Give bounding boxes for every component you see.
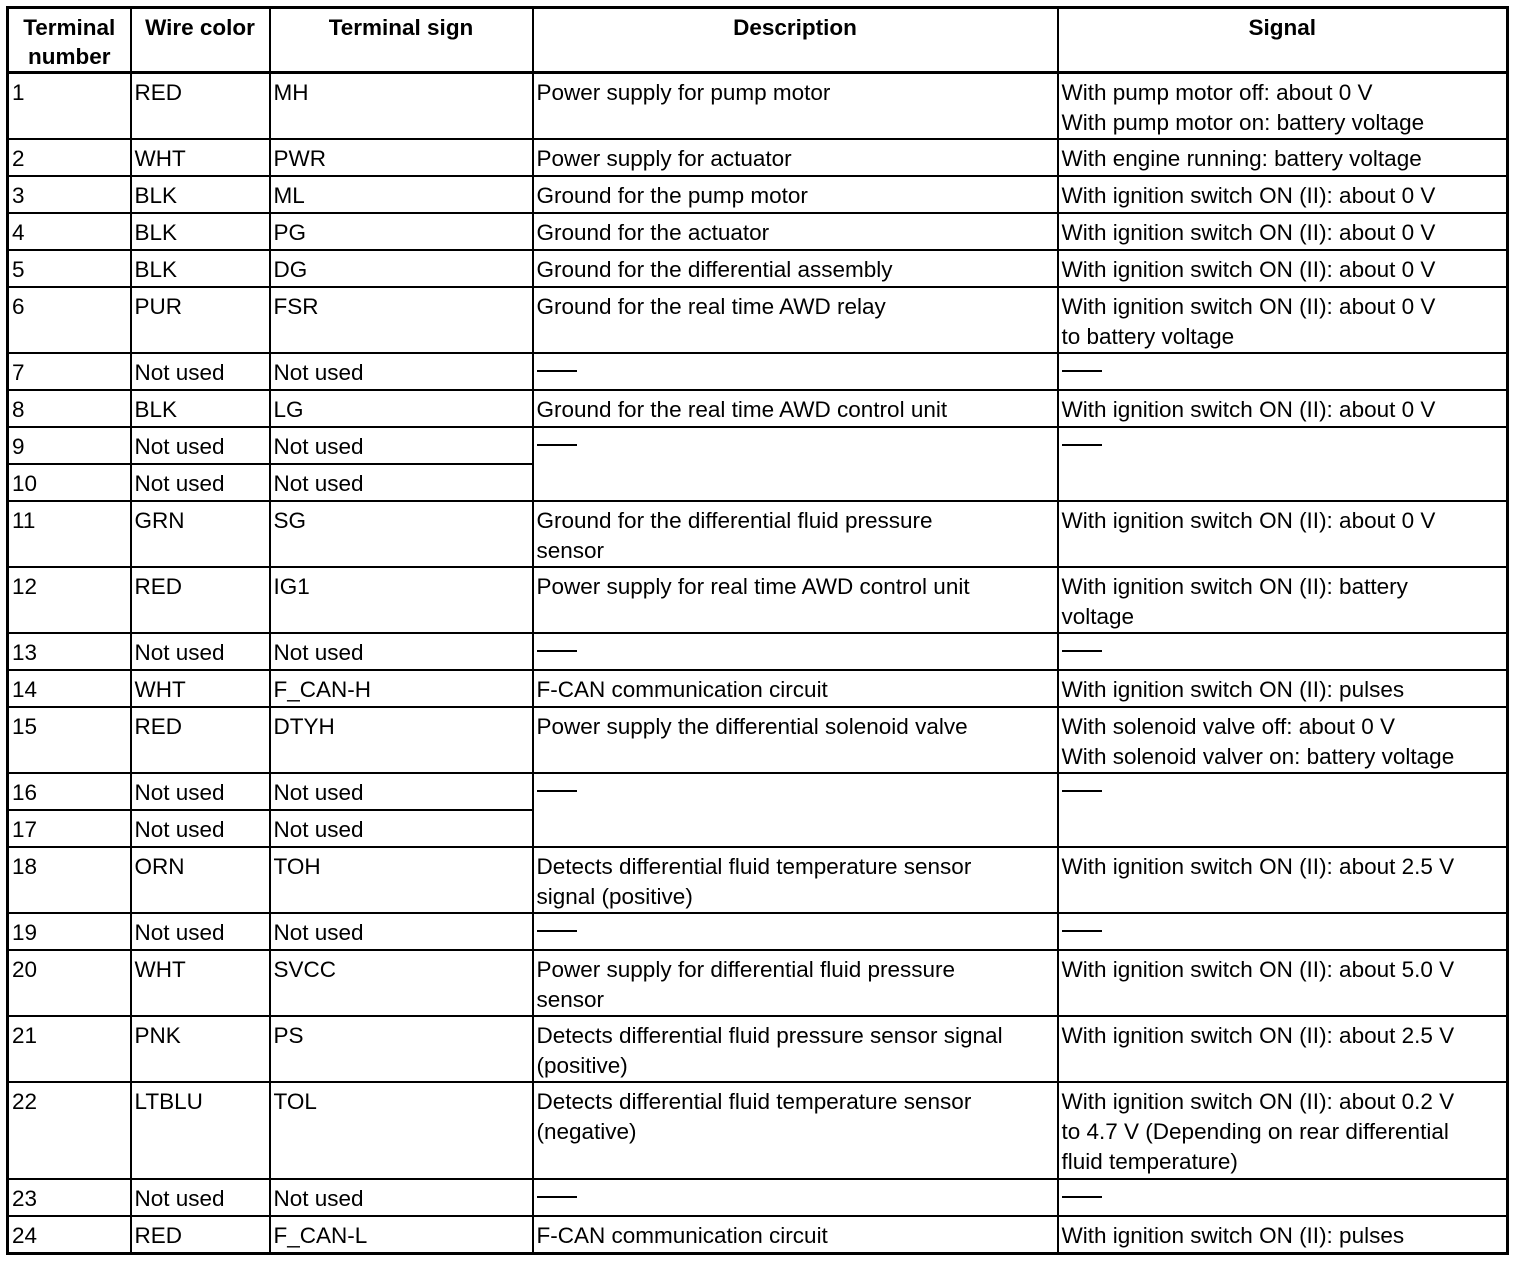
- terminal-sign-cell: PS: [270, 1016, 533, 1082]
- signal-cell: [1058, 1179, 1508, 1216]
- terminal-sign-cell: Not used: [270, 810, 533, 847]
- table-body: [8, 73, 1508, 1254]
- empty-dash: [1062, 444, 1102, 446]
- terminal-sign-cell: Not used: [270, 427, 533, 464]
- header-terminal-number-line2: number: [27, 44, 111, 69]
- signal-cell: [1058, 390, 1508, 427]
- signal-cell: [1058, 950, 1508, 1016]
- signal-line: With ignition switch ON (II): about 0 V: [1061, 294, 1436, 319]
- terminal-sign-cell: SVCC: [270, 950, 533, 1016]
- table-row: [8, 1082, 1508, 1179]
- terminal-number-cell: 23: [8, 1179, 131, 1216]
- wire-color-cell: RED: [131, 567, 270, 633]
- terminal-number-cell: 10: [8, 464, 131, 501]
- terminal-sign-cell: PWR: [270, 139, 533, 176]
- terminal-number-cell: 15: [8, 707, 131, 773]
- wire-color-cell: PNK: [131, 1016, 270, 1082]
- empty-dash: [1062, 370, 1102, 372]
- description-cell: [533, 390, 1058, 427]
- signal-line: With solenoid valve off: about 0 V: [1061, 714, 1396, 739]
- terminal-sign-cell: F_CAN-H: [270, 670, 533, 707]
- description-line: Ground for the actuator: [536, 220, 770, 245]
- terminal-sign-cell: TOH: [270, 847, 533, 913]
- description-line: Power supply the differential solenoid valve: [536, 714, 968, 739]
- signal-line: With pump motor on: battery voltage: [1061, 110, 1425, 135]
- description-line: signal (positive): [536, 884, 693, 909]
- signal-line: fluid temperature): [1061, 1149, 1238, 1174]
- wire-color-cell: Not used: [131, 464, 270, 501]
- signal-cell: [1058, 139, 1508, 176]
- table-row: [8, 250, 1508, 287]
- signal-cell: [1058, 287, 1508, 353]
- signal-cell: [1058, 176, 1508, 213]
- signal-line: With ignition switch ON (II): pulses: [1061, 1223, 1405, 1248]
- terminal-number-cell: 20: [8, 950, 131, 1016]
- signal-line: With ignition switch ON (II): about 2.5 V: [1061, 1023, 1455, 1048]
- description-line: Ground for the differential assembly: [536, 257, 893, 282]
- terminal-sign-cell: SG: [270, 501, 533, 567]
- terminal-number-cell: 16: [8, 773, 131, 810]
- description-line: sensor: [536, 538, 605, 563]
- terminal-number-cell: 17: [8, 810, 131, 847]
- table-row: [8, 1016, 1508, 1082]
- signal-line: With engine running: battery voltage: [1061, 146, 1422, 171]
- signal-cell: [1058, 73, 1508, 140]
- signal-line: voltage: [1061, 604, 1135, 629]
- wire-color-cell: LTBLU: [131, 1082, 270, 1179]
- terminal-number-cell: 12: [8, 567, 131, 633]
- description-cell: [533, 73, 1058, 140]
- terminal-sign-cell: IG1: [270, 567, 533, 633]
- signal-cell: [1058, 773, 1508, 847]
- description-line: Detects differential fluid temperature sensor: [536, 854, 972, 879]
- empty-dash: [537, 930, 577, 932]
- signal-cell: [1058, 847, 1508, 913]
- terminal-number-cell: 2: [8, 139, 131, 176]
- description-line: Power supply for differential fluid pressure: [536, 957, 956, 982]
- terminal-table: [6, 6, 1509, 1255]
- terminal-number-cell: 9: [8, 427, 131, 464]
- signal-cell: [1058, 1082, 1508, 1179]
- description-cell: [533, 950, 1058, 1016]
- header-description: Description: [533, 8, 1058, 73]
- empty-dash: [537, 1196, 577, 1198]
- wire-color-cell: Not used: [131, 913, 270, 950]
- table-row: [8, 287, 1508, 353]
- signal-cell: [1058, 501, 1508, 567]
- wire-color-cell: RED: [131, 1216, 270, 1253]
- table-row: [8, 390, 1508, 427]
- terminal-sign-cell: DTYH: [270, 707, 533, 773]
- table-row: [8, 1179, 1508, 1216]
- table-row: [8, 773, 1508, 810]
- description-cell: [533, 567, 1058, 633]
- table-row: [8, 707, 1508, 773]
- wire-color-cell: WHT: [131, 139, 270, 176]
- wire-color-cell: BLK: [131, 250, 270, 287]
- description-cell: [533, 913, 1058, 950]
- signal-line: to battery voltage: [1061, 324, 1235, 349]
- terminal-number-cell: 3: [8, 176, 131, 213]
- table-row: [8, 213, 1508, 250]
- signal-cell: [1058, 1216, 1508, 1253]
- terminal-number-cell: 6: [8, 287, 131, 353]
- terminal-sign-cell: FSR: [270, 287, 533, 353]
- description-cell: [533, 287, 1058, 353]
- description-cell: [533, 633, 1058, 670]
- empty-dash: [537, 370, 577, 372]
- header-row: [8, 8, 1508, 73]
- description-line: F-CAN communication circuit: [536, 1223, 828, 1248]
- header-wire-color: Wire color: [131, 8, 270, 73]
- terminal-sign-cell: TOL: [270, 1082, 533, 1179]
- empty-dash: [537, 650, 577, 652]
- terminal-number-cell: 13: [8, 633, 131, 670]
- description-line: Detects differential fluid temperature sensor: [536, 1089, 972, 1114]
- signal-line: With ignition switch ON (II): about 5.0 V: [1061, 957, 1455, 982]
- wire-color-cell: Not used: [131, 633, 270, 670]
- table-row: [8, 847, 1508, 913]
- description-line: Ground for the real time AWD relay: [536, 294, 886, 319]
- signal-cell: [1058, 1016, 1508, 1082]
- signal-line: With ignition switch ON (II): battery: [1061, 574, 1408, 599]
- description-cell: [533, 353, 1058, 390]
- terminal-sign-cell: Not used: [270, 353, 533, 390]
- signal-cell: [1058, 353, 1508, 390]
- wire-color-cell: WHT: [131, 670, 270, 707]
- terminal-number-cell: 21: [8, 1016, 131, 1082]
- signal-line: With ignition switch ON (II): about 0 V: [1061, 397, 1436, 422]
- wire-color-cell: ORN: [131, 847, 270, 913]
- terminal-sign-cell: LG: [270, 390, 533, 427]
- terminal-number-cell: 11: [8, 501, 131, 567]
- wire-color-cell: RED: [131, 707, 270, 773]
- description-cell: [533, 427, 1058, 501]
- terminal-number-cell: 24: [8, 1216, 131, 1253]
- description-cell: [533, 213, 1058, 250]
- header-signal: Signal: [1058, 8, 1508, 73]
- empty-dash: [1062, 930, 1102, 932]
- empty-dash: [537, 790, 577, 792]
- terminal-sign-cell: DG: [270, 250, 533, 287]
- terminal-number-cell: 1: [8, 73, 131, 140]
- description-line: F-CAN communication circuit: [536, 677, 828, 702]
- terminal-number-cell: 5: [8, 250, 131, 287]
- terminal-sign-cell: Not used: [270, 464, 533, 501]
- signal-cell: [1058, 707, 1508, 773]
- table-row: [8, 353, 1508, 390]
- table-row: [8, 633, 1508, 670]
- signal-cell: [1058, 250, 1508, 287]
- terminal-sign-cell: Not used: [270, 633, 533, 670]
- signal-line: With ignition switch ON (II): about 0 V: [1061, 508, 1436, 533]
- terminal-sign-cell: F_CAN-L: [270, 1216, 533, 1253]
- wire-color-cell: Not used: [131, 810, 270, 847]
- description-cell: [533, 250, 1058, 287]
- description-cell: [533, 1216, 1058, 1253]
- wire-color-cell: Not used: [131, 773, 270, 810]
- description-line: sensor: [536, 987, 605, 1012]
- wire-color-cell: Not used: [131, 427, 270, 464]
- terminal-number-cell: 19: [8, 913, 131, 950]
- table-row: [8, 950, 1508, 1016]
- table-row: [8, 670, 1508, 707]
- wire-color-cell: PUR: [131, 287, 270, 353]
- signal-cell: [1058, 633, 1508, 670]
- terminal-sign-cell: Not used: [270, 913, 533, 950]
- terminal-number-cell: 7: [8, 353, 131, 390]
- description-cell: [533, 670, 1058, 707]
- signal-cell: [1058, 567, 1508, 633]
- wire-color-cell: BLK: [131, 176, 270, 213]
- wire-color-cell: Not used: [131, 1179, 270, 1216]
- signal-line: With ignition switch ON (II): about 0 V: [1061, 220, 1436, 245]
- terminal-sign-cell: MH: [270, 73, 533, 140]
- description-cell: [533, 139, 1058, 176]
- empty-dash: [1062, 790, 1102, 792]
- description-line: Ground for the real time AWD control unit: [536, 397, 948, 422]
- terminal-number-cell: 14: [8, 670, 131, 707]
- header-terminal-number: [8, 8, 131, 73]
- description-cell: [533, 176, 1058, 213]
- signal-line: With ignition switch ON (II): about 0 V: [1061, 183, 1436, 208]
- terminal-sign-cell: Not used: [270, 1179, 533, 1216]
- description-cell: [533, 773, 1058, 847]
- signal-line: With ignition switch ON (II): about 0 V: [1061, 257, 1436, 282]
- table-row: [8, 139, 1508, 176]
- terminal-sign-cell: Not used: [270, 773, 533, 810]
- description-line: (negative): [536, 1119, 637, 1144]
- description-line: (positive): [536, 1053, 628, 1078]
- signal-line: to 4.7 V (Depending on rear differential: [1061, 1119, 1449, 1144]
- signal-line: With ignition switch ON (II): pulses: [1061, 677, 1405, 702]
- signal-cell: [1058, 913, 1508, 950]
- description-line: Detects differential fluid pressure sensor signal: [536, 1023, 1003, 1048]
- header-terminal-number-line1: Terminal: [23, 15, 116, 40]
- table-row: [8, 427, 1508, 464]
- description-cell: [533, 1082, 1058, 1179]
- table-row: [8, 501, 1508, 567]
- wire-color-cell: BLK: [131, 213, 270, 250]
- terminal-number-cell: 4: [8, 213, 131, 250]
- wire-color-cell: GRN: [131, 501, 270, 567]
- table-row: [8, 73, 1508, 140]
- signal-line: With ignition switch ON (II): about 0.2 V: [1061, 1089, 1455, 1114]
- signal-cell: [1058, 427, 1508, 501]
- signal-line: With pump motor off: about 0 V: [1061, 80, 1373, 105]
- description-line: Power supply for real time AWD control unit: [536, 574, 970, 599]
- signal-cell: [1058, 213, 1508, 250]
- table-row: [8, 176, 1508, 213]
- empty-dash: [537, 444, 577, 446]
- wire-color-cell: BLK: [131, 390, 270, 427]
- signal-line: With ignition switch ON (II): about 2.5 V: [1061, 854, 1455, 879]
- terminal-number-cell: 8: [8, 390, 131, 427]
- terminal-sign-cell: ML: [270, 176, 533, 213]
- wire-color-cell: WHT: [131, 950, 270, 1016]
- description-line: Ground for the differential fluid pressure: [536, 508, 933, 533]
- empty-dash: [1062, 1196, 1102, 1198]
- table-row: [8, 567, 1508, 633]
- table-row: [8, 913, 1508, 950]
- table-row: [8, 1216, 1508, 1253]
- description-cell: [533, 1179, 1058, 1216]
- description-cell: [533, 707, 1058, 773]
- description-line: Power supply for actuator: [536, 146, 792, 171]
- description-cell: [533, 847, 1058, 913]
- wire-color-cell: RED: [131, 73, 270, 140]
- empty-dash: [1062, 650, 1102, 652]
- terminal-number-cell: 22: [8, 1082, 131, 1179]
- description-cell: [533, 501, 1058, 567]
- description-line: Power supply for pump motor: [536, 80, 831, 105]
- terminal-sign-cell: PG: [270, 213, 533, 250]
- description-line: Ground for the pump motor: [536, 183, 808, 208]
- terminal-number-cell: 18: [8, 847, 131, 913]
- description-cell: [533, 1016, 1058, 1082]
- header-terminal-sign: Terminal sign: [270, 8, 533, 73]
- signal-cell: [1058, 670, 1508, 707]
- signal-line: With solenoid valver on: battery voltage: [1061, 744, 1455, 769]
- wire-color-cell: Not used: [131, 353, 270, 390]
